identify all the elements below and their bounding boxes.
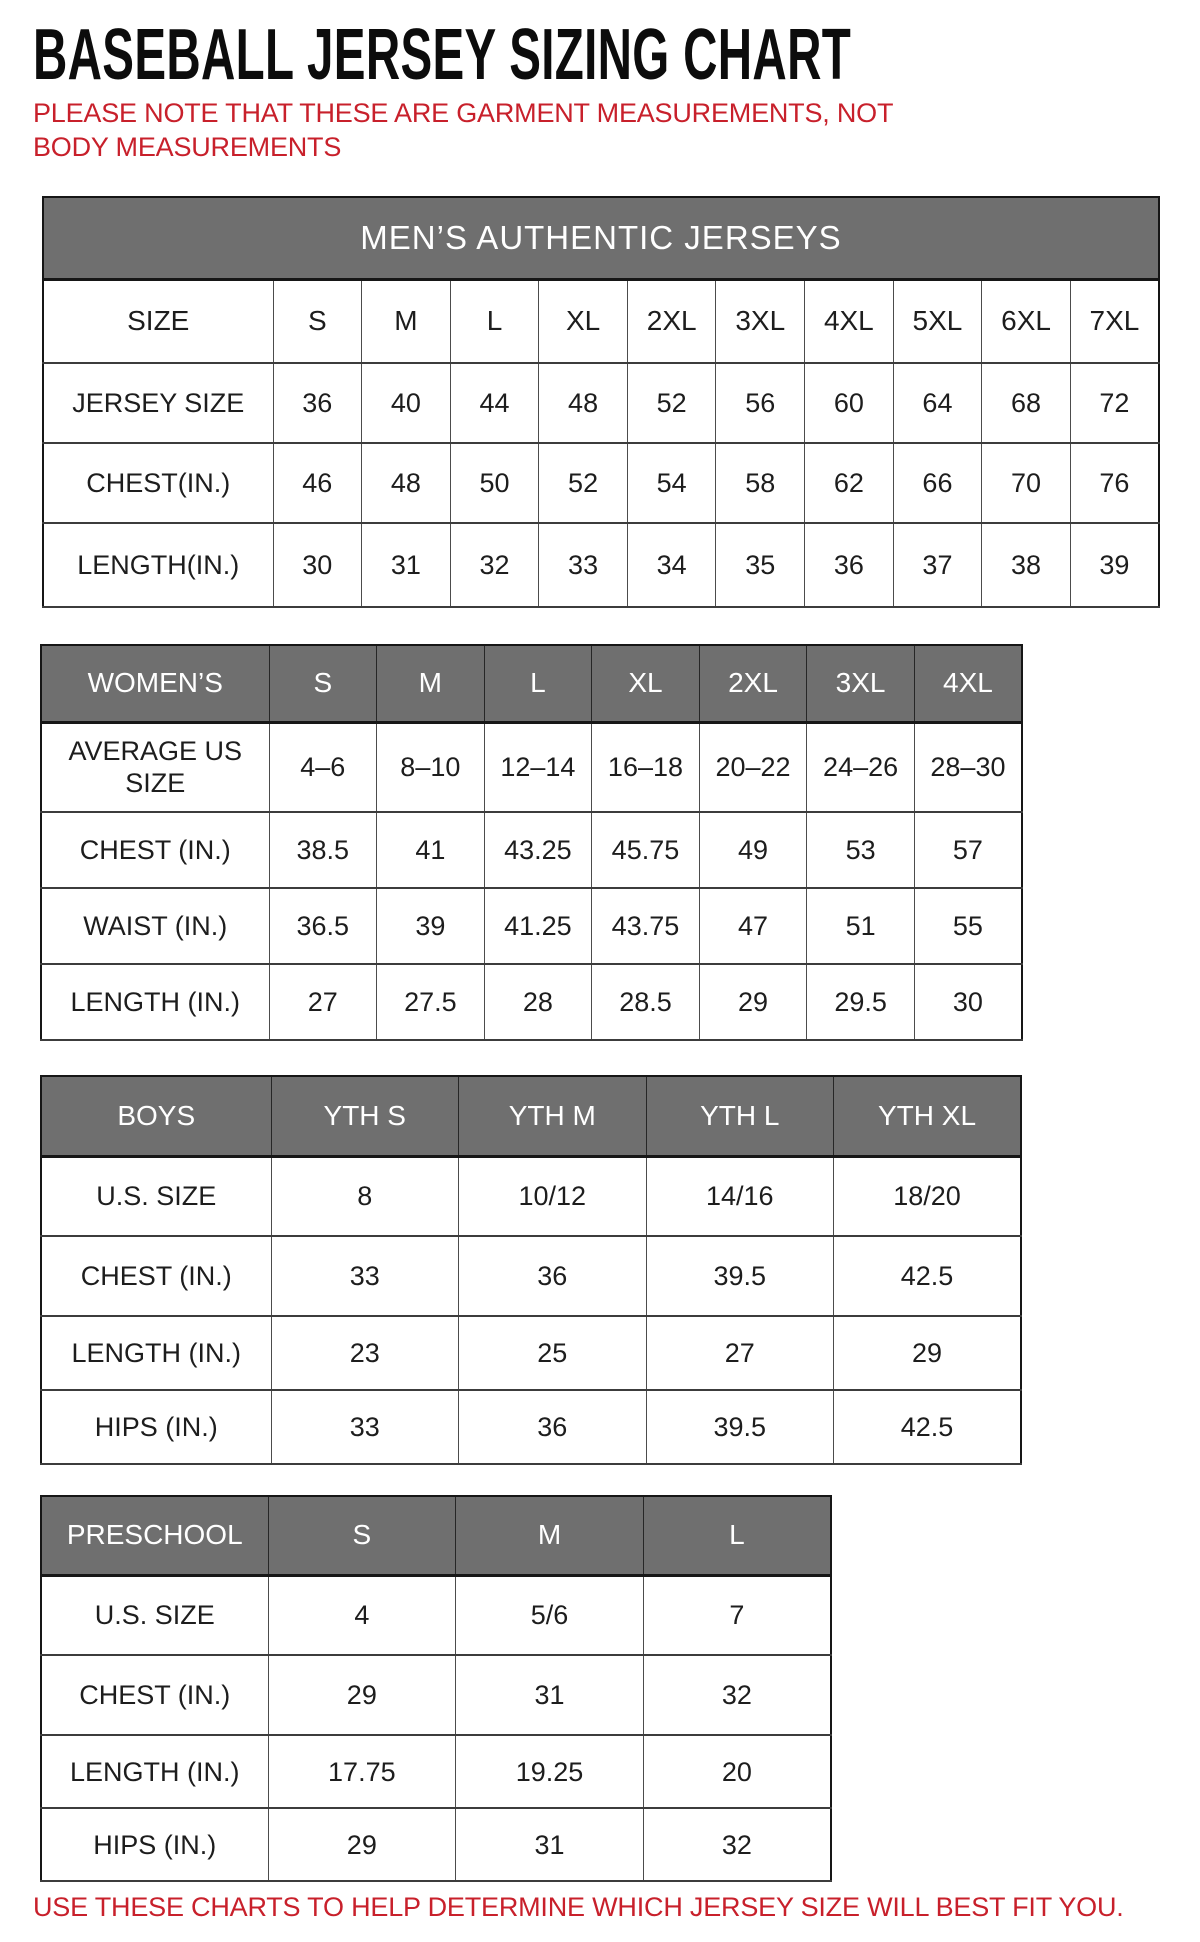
- mens-value-cell: 33: [539, 523, 628, 607]
- preschool-column-header: S: [268, 1496, 456, 1575]
- womens-header-label: WOMEN’S: [41, 645, 269, 722]
- boys-value-cell: 39.5: [646, 1236, 834, 1316]
- mens-value-cell: 54: [627, 443, 716, 523]
- womens-row-label: CHEST (IN.): [41, 812, 269, 888]
- womens-table-row: [41, 964, 1022, 1040]
- womens-value-cell: 27.5: [377, 964, 485, 1040]
- mens-header-label: SIZE: [43, 279, 273, 363]
- preschool-value-cell: 4: [268, 1575, 456, 1655]
- womens-value-cell: 29.5: [807, 964, 915, 1040]
- mens-value-cell: 62: [805, 443, 894, 523]
- mens-table-row: [43, 523, 1159, 607]
- mens-value-cell: 48: [362, 443, 451, 523]
- womens-value-cell: 43.25: [484, 812, 592, 888]
- womens-value-cell: 20–22: [699, 722, 807, 812]
- mens-value-cell: 64: [893, 363, 982, 443]
- mens-value-cell: 40: [362, 363, 451, 443]
- boys-header-label: BOYS: [41, 1076, 271, 1156]
- womens-column-header: L: [484, 645, 592, 722]
- boys-column-header: YTH M: [459, 1076, 647, 1156]
- mens-column-header: 6XL: [982, 279, 1071, 363]
- preschool-value-cell: 5/6: [456, 1575, 644, 1655]
- womens-value-cell: 49: [699, 812, 807, 888]
- preschool-table-row: [41, 1655, 831, 1735]
- mens-value-cell: 70: [982, 443, 1071, 523]
- mens-value-cell: 35: [716, 523, 805, 607]
- mens-table-row: [43, 363, 1159, 443]
- womens-value-cell: 28–30: [914, 722, 1022, 812]
- womens-column-header: 3XL: [807, 645, 915, 722]
- womens-value-cell: 51: [807, 888, 915, 964]
- boys-row-label: LENGTH (IN.): [41, 1316, 271, 1390]
- preschool-value-cell: 17.75: [268, 1735, 456, 1808]
- womens-jerseys-table: [40, 644, 1023, 1041]
- mens-value-cell: 66: [893, 443, 982, 523]
- footer-note: USE THESE CHARTS TO HELP DETERMINE WHICH JERSEY SIZE WILL BEST FIT YOU.: [33, 1892, 1124, 1922]
- mens-value-cell: 58: [716, 443, 805, 523]
- preschool-value-cell: 19.25: [456, 1735, 644, 1808]
- womens-value-cell: 4–6: [269, 722, 377, 812]
- preschool-value-cell: 7: [643, 1575, 831, 1655]
- womens-column-header: 4XL: [914, 645, 1022, 722]
- mens-table-row: [43, 443, 1159, 523]
- womens-value-cell: 36.5: [269, 888, 377, 964]
- mens-value-cell: 68: [982, 363, 1071, 443]
- boys-value-cell: 33: [271, 1390, 459, 1464]
- page-title: BASEBALL JERSEY SIZING CHART: [33, 15, 852, 95]
- womens-table-row: [41, 888, 1022, 964]
- boys-value-cell: 18/20: [834, 1156, 1022, 1236]
- mens-column-header: 7XL: [1070, 279, 1159, 363]
- mens-column-header: 4XL: [805, 279, 894, 363]
- womens-table-row: [41, 722, 1022, 812]
- mens-value-cell: 37: [893, 523, 982, 607]
- womens-value-cell: 53: [807, 812, 915, 888]
- womens-value-cell: 27: [269, 964, 377, 1040]
- womens-value-cell: 47: [699, 888, 807, 964]
- boys-row-label: U.S. SIZE: [41, 1156, 271, 1236]
- garment-measurement-note: PLEASE NOTE THAT THESE ARE GARMENT MEASUREMENTS, NOT BODY MEASUREMENTS: [33, 98, 893, 162]
- boys-value-cell: 33: [271, 1236, 459, 1316]
- boys-row-label: HIPS (IN.): [41, 1390, 271, 1464]
- boys-value-cell: 36: [459, 1390, 647, 1464]
- boys-value-cell: 29: [834, 1316, 1022, 1390]
- mens-value-cell: 38: [982, 523, 1071, 607]
- preschool-row-label: LENGTH (IN.): [41, 1735, 268, 1808]
- mens-value-cell: 39: [1070, 523, 1159, 607]
- womens-column-header: M: [377, 645, 485, 722]
- preschool-table-row: [41, 1735, 831, 1808]
- preschool-value-cell: 31: [456, 1808, 644, 1881]
- womens-value-cell: 28: [484, 964, 592, 1040]
- boys-table-row: [41, 1236, 1021, 1316]
- boys-jerseys-table: [40, 1075, 1022, 1465]
- womens-column-header: S: [269, 645, 377, 722]
- womens-value-cell: 55: [914, 888, 1022, 964]
- womens-value-cell: 45.75: [592, 812, 700, 888]
- womens-value-cell: 41.25: [484, 888, 592, 964]
- mens-column-header: 2XL: [627, 279, 716, 363]
- boys-value-cell: 25: [459, 1316, 647, 1390]
- preschool-value-cell: 20: [643, 1735, 831, 1808]
- mens-value-cell: 32: [450, 523, 539, 607]
- preschool-row-label: HIPS (IN.): [41, 1808, 268, 1881]
- womens-value-cell: 12–14: [484, 722, 592, 812]
- womens-value-cell: 24–26: [807, 722, 915, 812]
- womens-value-cell: 43.75: [592, 888, 700, 964]
- preschool-value-cell: 31: [456, 1655, 644, 1735]
- boys-value-cell: 10/12: [459, 1156, 647, 1236]
- boys-column-header: YTH L: [646, 1076, 834, 1156]
- mens-column-header: L: [450, 279, 539, 363]
- mens-row-label: JERSEY SIZE: [43, 363, 273, 443]
- womens-row-label: LENGTH (IN.): [41, 964, 269, 1040]
- womens-value-cell: 57: [914, 812, 1022, 888]
- mens-column-header: 5XL: [893, 279, 982, 363]
- womens-row-label: AVERAGE US SIZE: [41, 722, 269, 812]
- mens-value-cell: 34: [627, 523, 716, 607]
- preschool-row-label: CHEST (IN.): [41, 1655, 268, 1735]
- boys-row-label: CHEST (IN.): [41, 1236, 271, 1316]
- mens-value-cell: 50: [450, 443, 539, 523]
- womens-value-cell: 28.5: [592, 964, 700, 1040]
- boys-value-cell: 8: [271, 1156, 459, 1236]
- boys-value-cell: 42.5: [834, 1236, 1022, 1316]
- boys-value-cell: 42.5: [834, 1390, 1022, 1464]
- mens-value-cell: 36: [273, 363, 362, 443]
- preschool-row-label: U.S. SIZE: [41, 1575, 268, 1655]
- preschool-jerseys-table: [40, 1495, 832, 1882]
- boys-value-cell: 39.5: [646, 1390, 834, 1464]
- mens-column-header: M: [362, 279, 451, 363]
- mens-value-cell: 46: [273, 443, 362, 523]
- mens-value-cell: 36: [805, 523, 894, 607]
- womens-value-cell: 29: [699, 964, 807, 1040]
- womens-column-header: XL: [592, 645, 700, 722]
- boys-table-row: [41, 1156, 1021, 1236]
- womens-value-cell: 30: [914, 964, 1022, 1040]
- preschool-table-row: [41, 1575, 831, 1655]
- womens-table-row: [41, 812, 1022, 888]
- womens-column-header: 2XL: [699, 645, 807, 722]
- preschool-value-cell: 32: [643, 1808, 831, 1881]
- mens-value-cell: 56: [716, 363, 805, 443]
- boys-value-cell: 23: [271, 1316, 459, 1390]
- preschool-column-header: M: [456, 1496, 644, 1575]
- mens-row-label: LENGTH(IN.): [43, 523, 273, 607]
- preschool-column-header: L: [643, 1496, 831, 1575]
- preschool-header-label: PRESCHOOL: [41, 1496, 268, 1575]
- mens-value-cell: 31: [362, 523, 451, 607]
- womens-value-cell: 39: [377, 888, 485, 964]
- mens-value-cell: 52: [539, 443, 628, 523]
- mens-column-header: 3XL: [716, 279, 805, 363]
- mens-value-cell: 72: [1070, 363, 1159, 443]
- mens-value-cell: 76: [1070, 443, 1159, 523]
- boys-table-row: [41, 1316, 1021, 1390]
- boys-column-header: YTH S: [271, 1076, 459, 1156]
- mens-banner-title: MEN’S AUTHENTIC JERSEYS: [43, 197, 1159, 279]
- mens-value-cell: 60: [805, 363, 894, 443]
- mens-value-cell: 52: [627, 363, 716, 443]
- preschool-value-cell: 29: [268, 1808, 456, 1881]
- boys-column-header: YTH XL: [834, 1076, 1022, 1156]
- mens-row-label: CHEST(IN.): [43, 443, 273, 523]
- mens-value-cell: 48: [539, 363, 628, 443]
- boys-value-cell: 36: [459, 1236, 647, 1316]
- mens-authentic-jerseys-table: [42, 196, 1160, 608]
- boys-value-cell: 14/16: [646, 1156, 834, 1236]
- boys-value-cell: 27: [646, 1316, 834, 1390]
- mens-column-header: S: [273, 279, 362, 363]
- boys-table-row: [41, 1390, 1021, 1464]
- preschool-value-cell: 29: [268, 1655, 456, 1735]
- womens-value-cell: 41: [377, 812, 485, 888]
- preschool-table-row: [41, 1808, 831, 1881]
- womens-value-cell: 16–18: [592, 722, 700, 812]
- mens-value-cell: 44: [450, 363, 539, 443]
- womens-value-cell: 38.5: [269, 812, 377, 888]
- preschool-value-cell: 32: [643, 1655, 831, 1735]
- womens-value-cell: 8–10: [377, 722, 485, 812]
- mens-column-header: XL: [539, 279, 628, 363]
- mens-value-cell: 30: [273, 523, 362, 607]
- womens-row-label: WAIST (IN.): [41, 888, 269, 964]
